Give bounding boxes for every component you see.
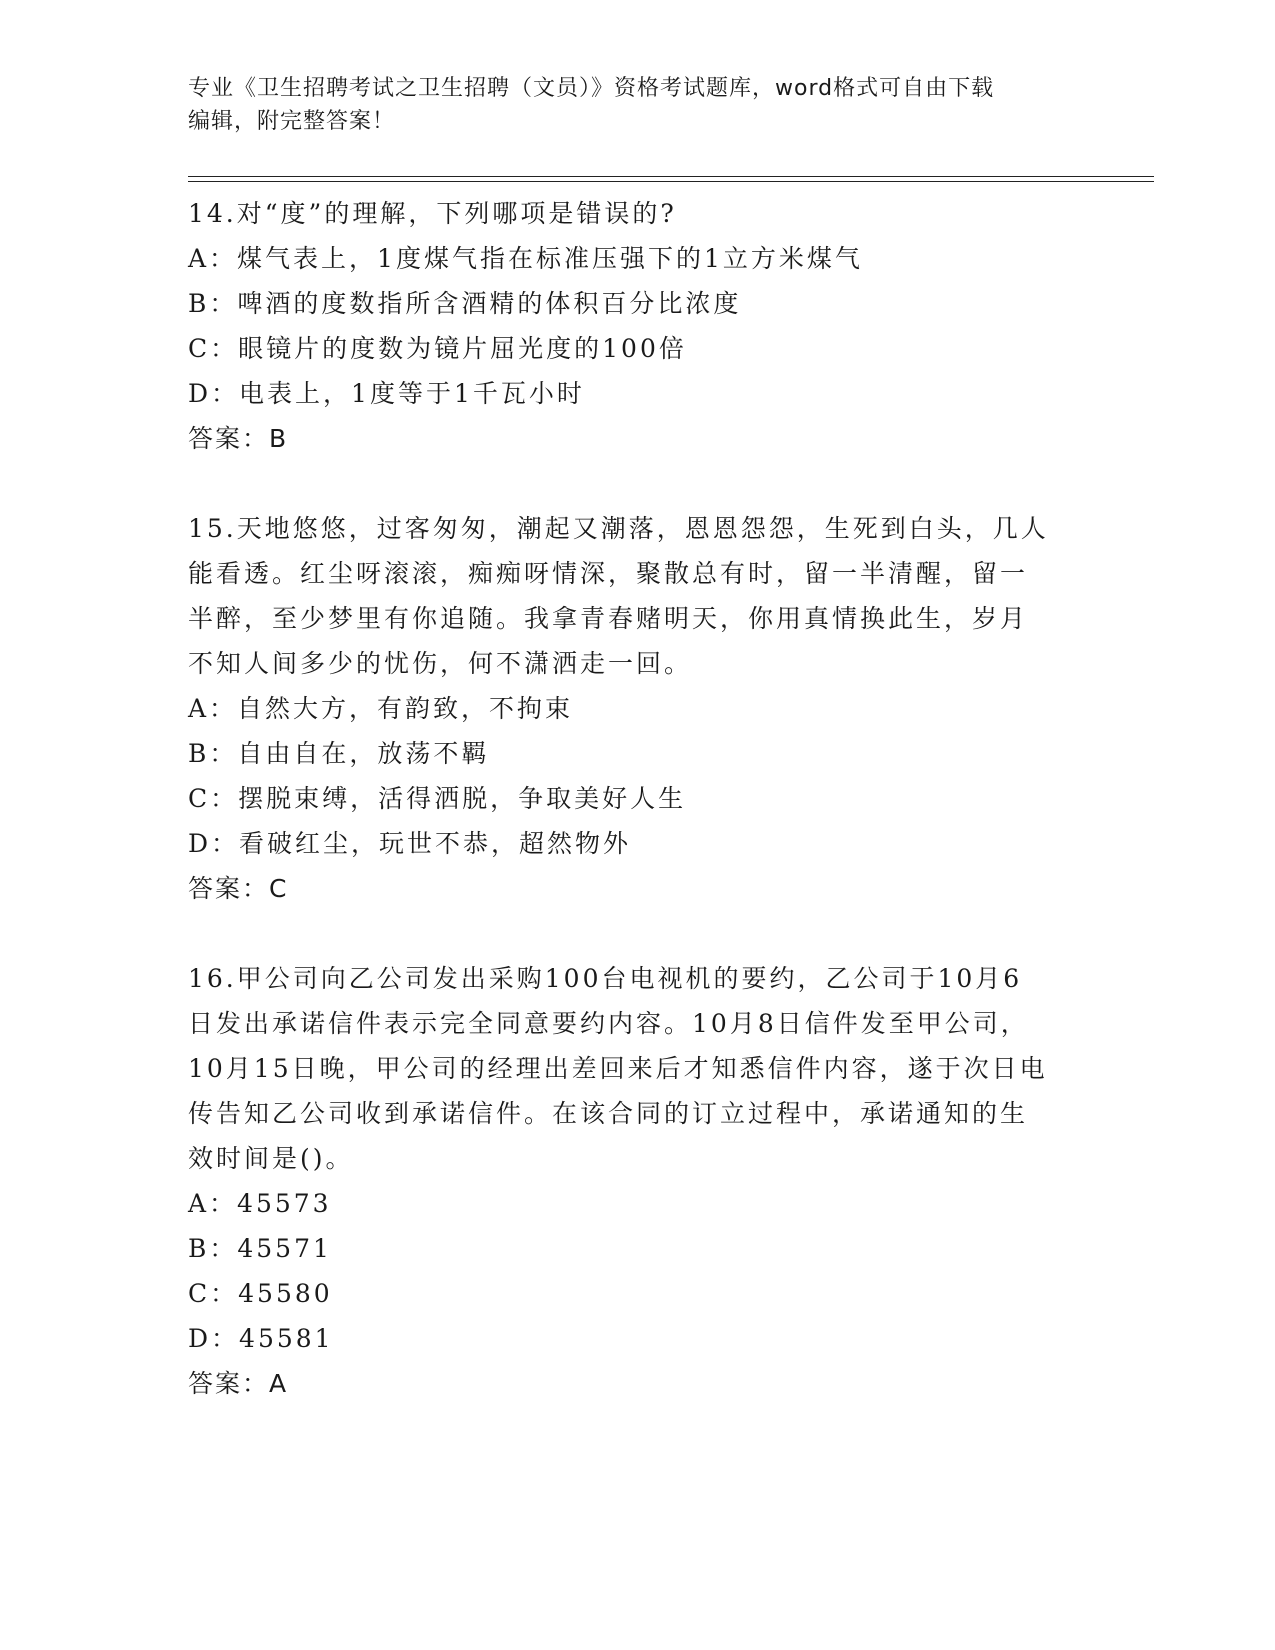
option-d: D：电表上，1度等于1千瓦小时 xyxy=(188,379,585,408)
option-d: D：45581 xyxy=(188,1324,334,1353)
question-stem: 15.天地悠悠，过客匆匆，潮起又潮落，恩恩怨怨，生死到白头，几人 xyxy=(188,514,1049,543)
question-stem: 能看透。红尘呀滚滚，痴痴呀情深，聚散总有时，留一半清醒，留一 xyxy=(188,559,1029,588)
header-line-1: 专业《卫生招聘考试之卫生招聘（文员）》资格考试题库，word格式可自由下载 xyxy=(188,76,995,101)
answer: 答案：C xyxy=(188,874,289,903)
option-b: B：45571 xyxy=(188,1234,332,1263)
option-b: B：自由自在，放荡不羁 xyxy=(188,739,490,768)
question-stem: 传告知乙公司收到承诺信件。在该合同的订立过程中，承诺通知的生 xyxy=(188,1099,1029,1128)
question-14 xyxy=(188,191,1088,461)
option-a: A：自然大方，有韵致，不拘束 xyxy=(188,694,574,723)
header-rule-bottom xyxy=(188,181,1154,182)
question-stem: 半醉，至少梦里有你追随。我拿青春赌明天，你用真情换此生，岁月 xyxy=(188,604,1029,633)
option-c: C：45580 xyxy=(188,1279,333,1308)
question-stem: 效时间是()。 xyxy=(188,1144,354,1173)
option-d: D：看破红尘，玩世不恭，超然物外 xyxy=(188,829,632,858)
option-a: A：45573 xyxy=(188,1189,332,1218)
question-spacer xyxy=(188,911,1088,956)
question-16 xyxy=(188,956,1088,1406)
answer: 答案：A xyxy=(188,1369,289,1398)
document-header xyxy=(188,72,1068,138)
option-c: C：摆脱束缚，活得洒脱，争取美好人生 xyxy=(188,784,687,813)
question-15 xyxy=(188,506,1088,911)
header-line-2: 编辑，附完整答案！ xyxy=(188,109,396,134)
question-stem: 14.对“度”的理解，下列哪项是错误的? xyxy=(188,199,677,228)
option-b: B：啤酒的度数指所含酒精的体积百分比浓度 xyxy=(188,289,742,318)
option-c: C：眼镜片的度数为镜片屈光度的100倍 xyxy=(188,334,687,363)
question-stem: 日发出承诺信件表示完全同意要约内容。10月8日信件发至甲公司， xyxy=(188,1009,1029,1038)
question-list xyxy=(188,191,1088,1406)
question-stem: 10月15日晚，甲公司的经理出差回来后才知悉信件内容，遂于次日电 xyxy=(188,1054,1048,1083)
question-spacer xyxy=(188,461,1088,506)
question-stem: 不知人间多少的忧伤，何不潇洒走一回。 xyxy=(188,649,693,678)
question-stem: 16.甲公司向乙公司发出采购100台电视机的要约，乙公司于10月6 xyxy=(188,964,1023,993)
option-a: A：煤气表上，1度煤气指在标准压强下的1立方米煤气 xyxy=(188,244,863,273)
answer: 答案：B xyxy=(188,424,289,453)
header-rule-top xyxy=(188,176,1154,177)
